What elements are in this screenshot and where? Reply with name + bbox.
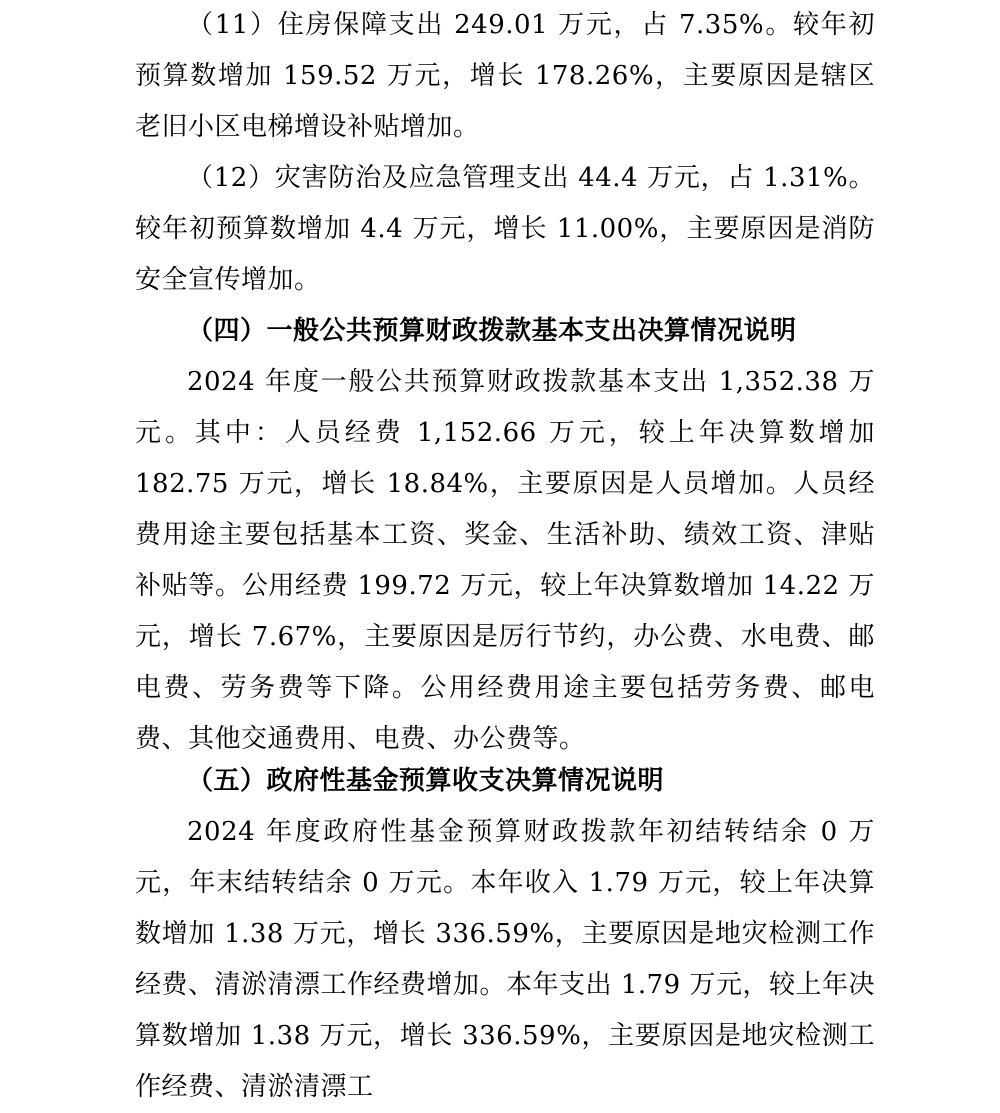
paragraph-disaster-prevention: （12）灾害防治及应急管理支出 44.4 万元，占 1.31%。较年初预算数增加 4.4 万元，增长 11.00%，主要原因是消防安全宣传增加。 — [135, 163, 875, 295]
section-heading-government-fund: （五）政府性基金预算收支决算情况说明 — [187, 766, 665, 796]
paragraph-government-fund: 2024 年度政府性基金预算财政拨款年初结转结余 0 万元，年末结转结余 0 万元。本年收入 1.79 万元，较上年决算数增加 1.38 万元，增长 336.59%，主要原因是地灾检测工作经费、清淤清漂工作经费增加。本年支出 1.79 万元，较上年决算数增加 1.38 万元，增长 336.59%，主要原因是地灾检测工作经费、清淤清漂工 — [135, 817, 875, 1102]
paragraph-housing-security: （11）住房保障支出 249.01 万元，占 7.35%。较年初预算数增加 159.52 万元，增长 178.26%，主要原因是辖区老旧小区电梯增设补贴增加。 — [135, 10, 875, 142]
section-heading-basic-expenditure: （四）一般公共预算财政拨款基本支出决算情况说明 — [187, 316, 797, 346]
paragraph-basic-expenditure: 2024 年度一般公共预算财政拨款基本支出 1,352.38 万元。其中：人员经费 1,152.66 万元，较上年决算数增加 182.75 万元，增长 18.84%，主要原因是人员增加。人员经费用途主要包括基本工资、奖金、生活补助、绩效工资、津贴补贴等。公用经费 199.72 万元，较上年决算数增加 14.22 万元，增长 7.67%，主要原因是厉行节约，办公费、水电费、邮电费、劳务费等下降。公用经费用途主要包括劳务费、邮电费、其他交通费用、电费、办公费等。 — [135, 367, 875, 754]
